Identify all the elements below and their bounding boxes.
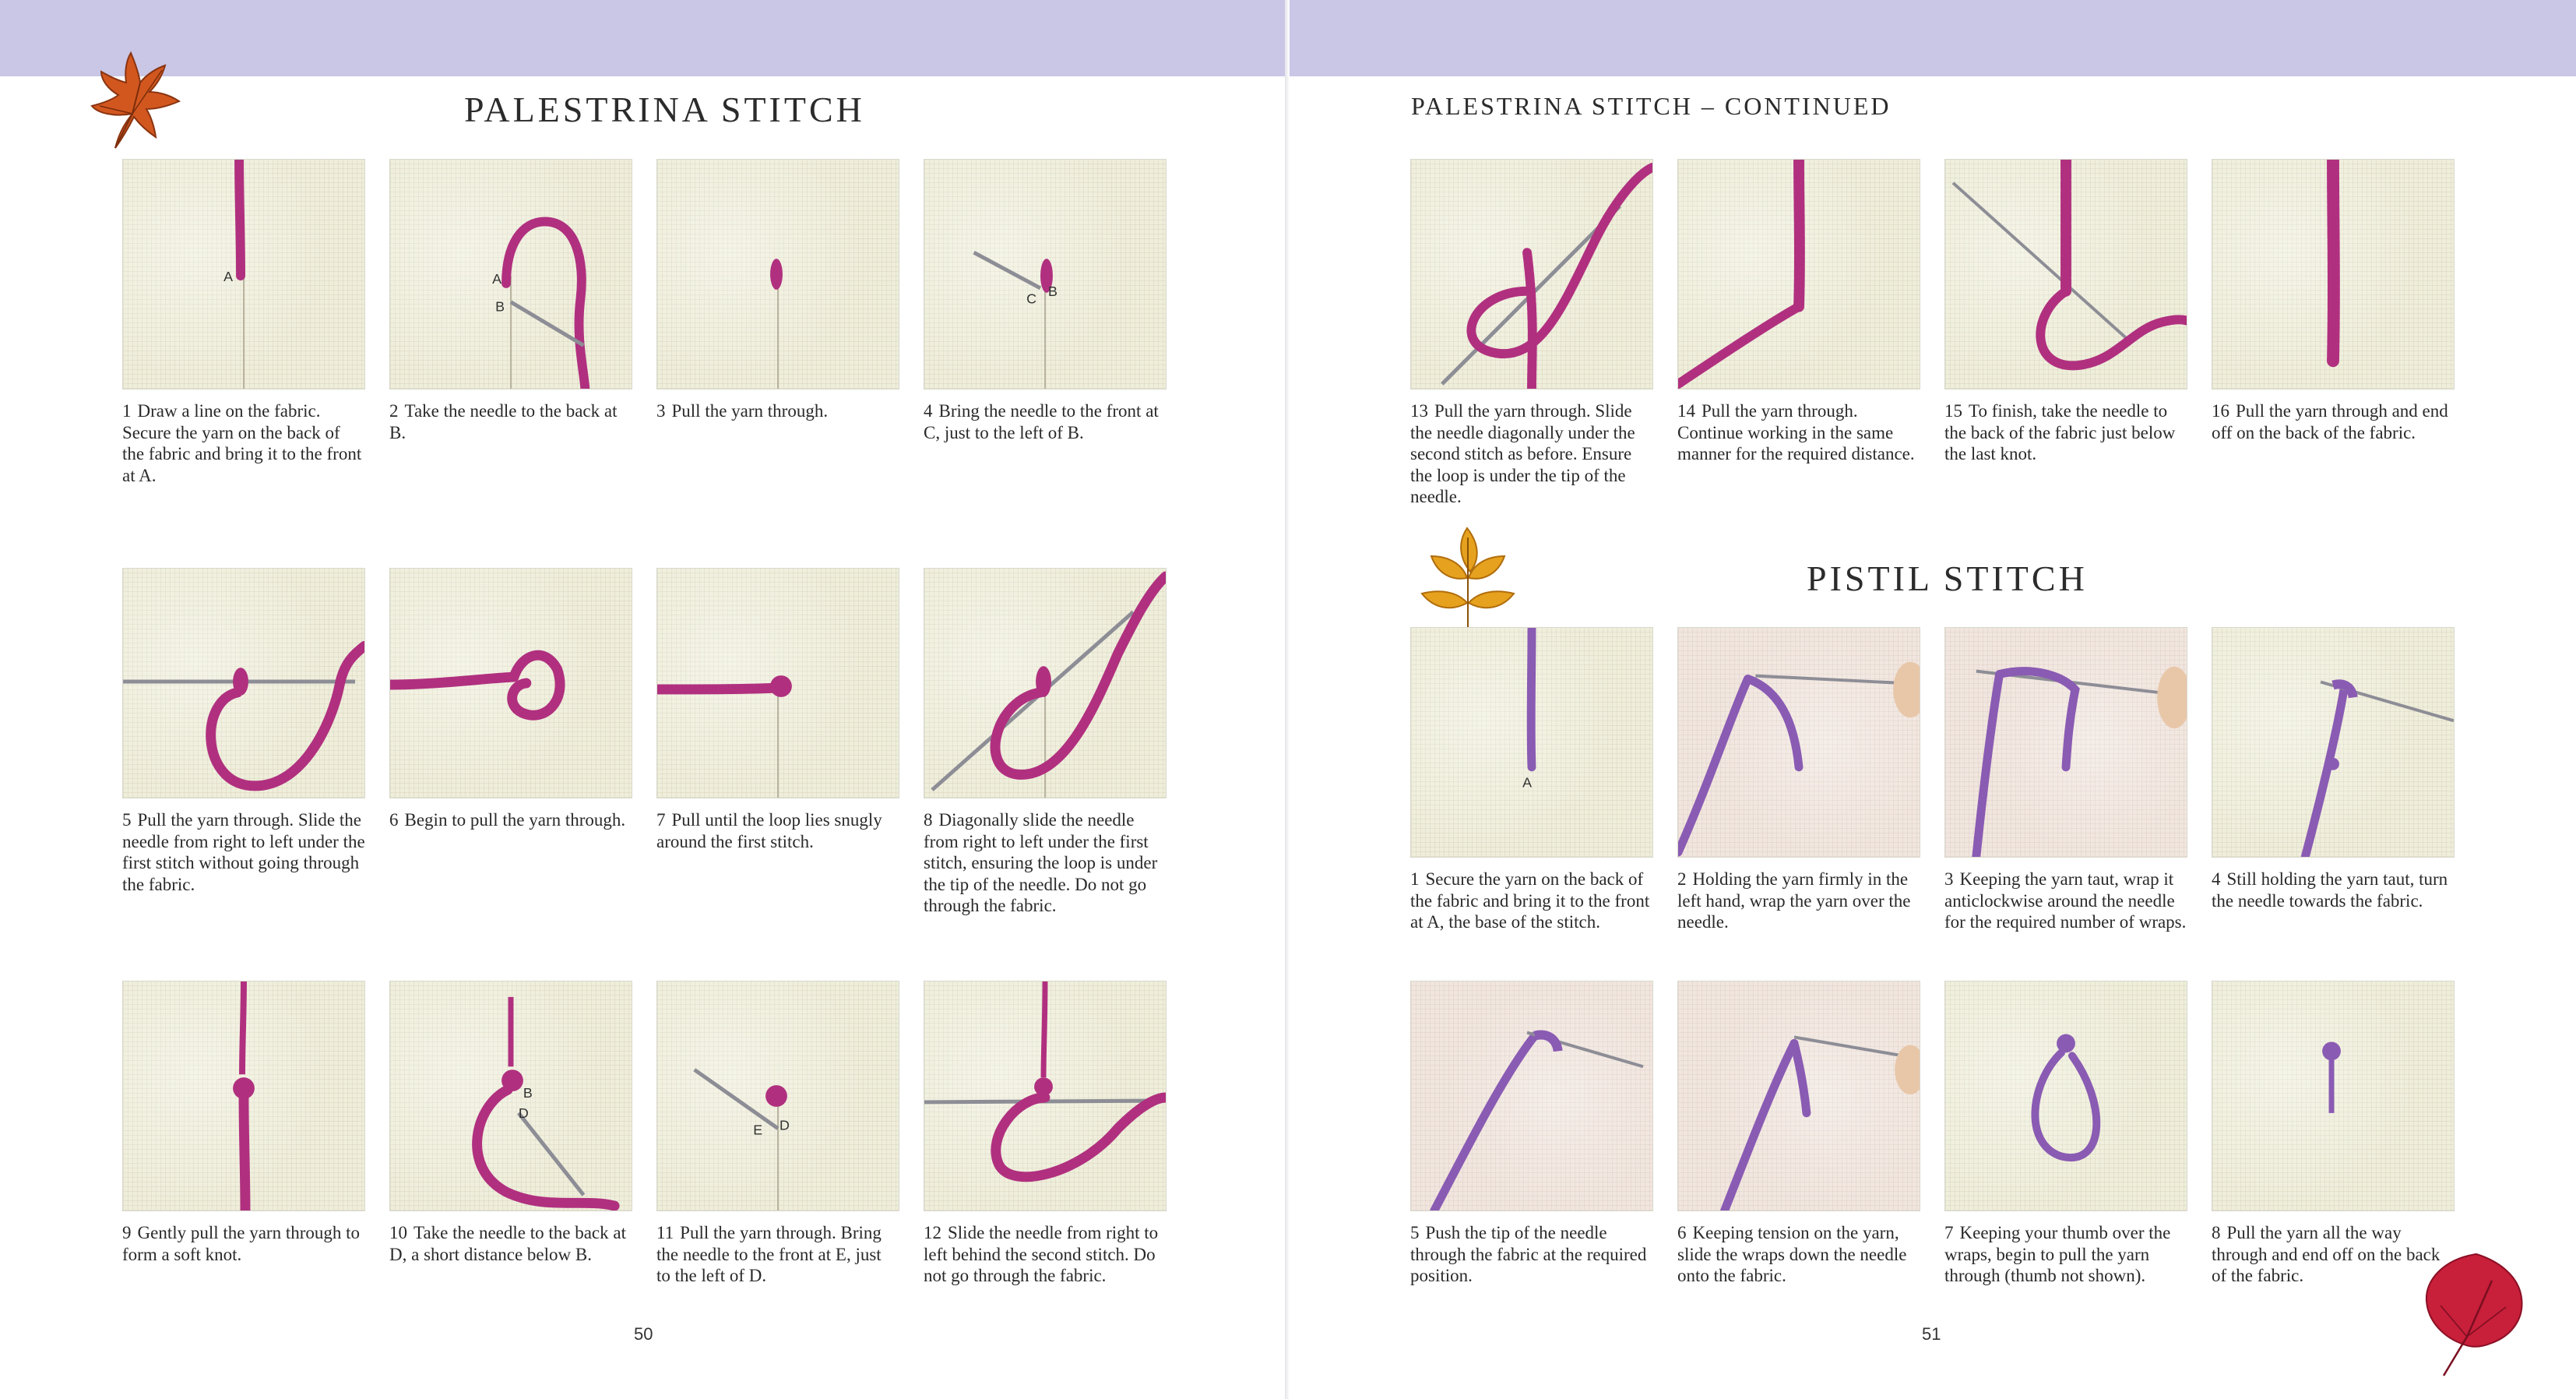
step-photo: [1410, 159, 1653, 389]
pistil-step: [1410, 627, 1653, 933]
step-caption: 5 Push the tip of the needle through the fabric at the required position.: [1410, 1223, 1647, 1285]
point-label: D: [779, 1117, 790, 1133]
step-photo: [389, 568, 632, 798]
page-title-pistil: PISTIL STITCH: [1807, 559, 2088, 598]
step-caption: 2 Take the needle to the back at B.: [389, 401, 618, 442]
oak-leaf-icon: [84, 48, 187, 157]
step-caption: 13 Pull the yarn through. Slide the needle diagonally under the second stitch as before. Ensure the loop is under the tip of the needle.: [1410, 401, 1635, 506]
step-photo: [1944, 159, 2187, 389]
step-photo: [2212, 159, 2455, 389]
step-photo: [1410, 627, 1653, 858]
point-label: B: [495, 298, 505, 315]
step-photo: [2212, 981, 2455, 1211]
step-caption: 10 Take the needle to the back at D, a short distance below B.: [389, 1223, 626, 1264]
palestrina-step: [122, 981, 365, 1265]
step-photo: [656, 981, 899, 1211]
point-label: D: [518, 1105, 529, 1121]
page-gutter: [1285, 0, 1290, 1399]
palestrina-step: [122, 568, 365, 895]
step-photo: [924, 159, 1167, 389]
step-photo: [122, 568, 365, 798]
palestrina-continued-step: [1944, 159, 2187, 465]
step-caption: 4 Bring the needle to the front at C, just to the left of B.: [924, 401, 1159, 442]
step-caption: 7 Pull until the loop lies snugly around the first stitch.: [656, 810, 882, 851]
point-label: A: [492, 270, 502, 287]
top-band-right: [1290, 0, 2576, 76]
palestrina-continued-step: [2212, 159, 2455, 443]
page-number-right: 51: [1922, 1324, 1941, 1344]
step-caption: 12 Slide the needle from right to left behind the second stitch. Do not go through the fabric.: [924, 1223, 1159, 1285]
pistil-step: [1410, 981, 1653, 1287]
page-title-palestrina-continued: PALESTRINA STITCH – CONTINUED: [1411, 92, 1892, 120]
pistil-step: [2212, 981, 2455, 1287]
step-photo: [1677, 981, 1920, 1211]
step-photo: [389, 981, 632, 1211]
step-photo: [656, 159, 899, 389]
palestrina-step: [389, 981, 632, 1265]
step-photo: [389, 159, 632, 389]
step-caption: 1 Draw a line on the fabric. Secure the yarn on the back of the fabric and bring it to the front at A.: [122, 401, 362, 485]
step-caption: 11 Pull the yarn through. Bring the needle to the front at E, just to the left of D.: [656, 1223, 882, 1285]
page-number-left: 50: [634, 1324, 653, 1344]
palestrina-step: [656, 568, 899, 852]
palestrina-step: [389, 568, 632, 831]
step-caption: 6 Begin to pull the yarn through.: [389, 810, 626, 830]
palestrina-continued-step: [1410, 159, 1653, 508]
step-photo: [122, 981, 365, 1211]
step-caption: 8 Pull the yarn all the way through and end off on the back of the fabric.: [2212, 1223, 2441, 1285]
point-label: E: [753, 1122, 763, 1138]
palestrina-step: [389, 159, 632, 443]
step-photo: [1944, 981, 2187, 1211]
palestrina-continued-step: [1677, 159, 1920, 465]
step-photo: [1677, 159, 1920, 389]
step-photo: [1677, 627, 1920, 858]
step-caption: 7 Keeping your thumb over the wraps, begin to pull the yarn through (thumb not shown).: [1944, 1223, 2171, 1285]
step-caption: 15 To finish, take the needle to the back of the fabric just below the last knot.: [1944, 401, 2176, 463]
palestrina-step: [924, 159, 1167, 443]
palestrina-step: [924, 568, 1167, 917]
pistil-step: [1677, 627, 1920, 933]
point-label: B: [523, 1084, 533, 1101]
palestrina-step: [656, 159, 899, 422]
palestrina-step: [122, 159, 365, 486]
top-band-left: [0, 0, 1285, 76]
step-caption: 8 Diagonally slide the needle from right to left under the first stitch, ensuring the loop is under the tip of the needle. Do not go through the fabric.: [924, 810, 1158, 915]
step-caption: 16 Pull the yarn through and end off on the back of the fabric.: [2212, 401, 2448, 442]
step-caption: 6 Keeping tension on the yarn, slide the wraps down the needle onto the fabric.: [1677, 1223, 1907, 1285]
page-title-palestrina: PALESTRINA STITCH: [464, 90, 865, 129]
step-caption: 14 Pull the yarn through. Continue working in the same manner for the required distance.: [1677, 401, 1915, 463]
step-photo: [1410, 981, 1653, 1211]
step-caption: 5 Pull the yarn through. Slide the needle from right to left under the first stitch without going through the fabric.: [122, 810, 365, 894]
point-label: A: [223, 268, 234, 284]
pistil-step: [1944, 981, 2187, 1287]
golden-leaf-icon: [1414, 522, 1522, 633]
step-photo: [924, 568, 1167, 798]
step-photo: [1944, 627, 2187, 858]
point-label: B: [1047, 283, 1057, 299]
step-photo: [656, 568, 899, 798]
step-photo: [122, 159, 365, 389]
step-caption: 3 Keeping the yarn taut, wrap it anticlockwise around the needle for the required number of wraps.: [1944, 869, 2187, 932]
palestrina-step: [924, 981, 1167, 1287]
point-label: A: [1522, 774, 1533, 791]
step-caption: 9 Gently pull the yarn through to form a soft knot.: [122, 1223, 361, 1264]
step-photo: [924, 981, 1167, 1211]
step-photo: [2212, 627, 2455, 858]
point-label: C: [1026, 291, 1037, 307]
palestrina-step: [656, 981, 899, 1287]
step-caption: 2 Holding the yarn firmly in the left hand, wrap the yarn over the needle.: [1677, 869, 1911, 932]
step-caption: 3 Pull the yarn through.: [656, 401, 829, 421]
pistil-step: [1677, 981, 1920, 1287]
step-caption: 1 Secure the yarn on the back of the fabric and bring it to the front at A, the base of the stitch.: [1410, 869, 1650, 932]
pistil-step: [2212, 627, 2455, 911]
pistil-step: [1944, 627, 2187, 933]
step-caption: 4 Still holding the yarn taut, turn the needle towards the fabric.: [2212, 869, 2448, 911]
